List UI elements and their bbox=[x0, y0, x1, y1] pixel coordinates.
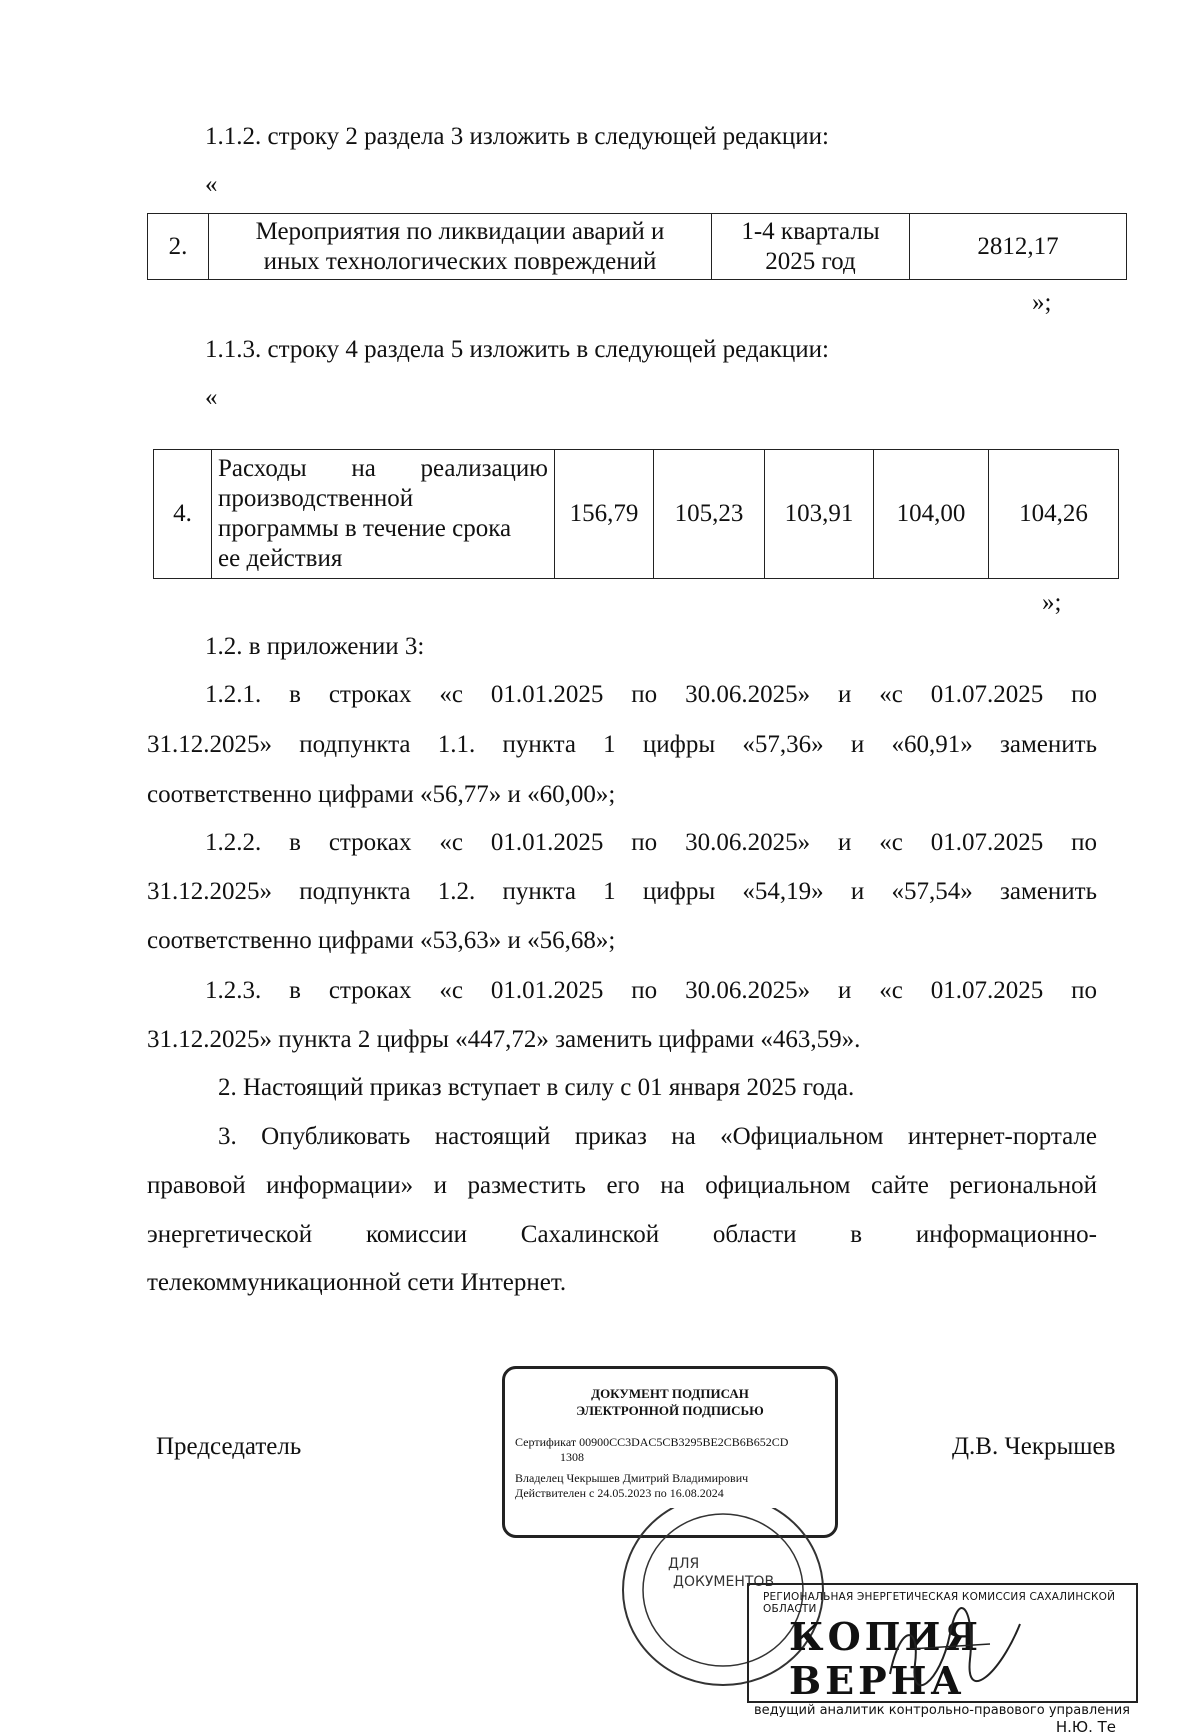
item-2: 2. Настоящий приказ вступает в силу с 01 января 2025 года. bbox=[218, 1074, 855, 1101]
item-3-line-4: телекоммуникационной сети Интернет. bbox=[147, 1269, 567, 1296]
item-1-2-2-line-3: соответственно цифрами «53,63» и «56,68»; bbox=[147, 927, 616, 954]
value-cell: 104,00 bbox=[874, 450, 989, 579]
open-quote: « bbox=[205, 171, 218, 198]
item-1-2-2-line-2: 31.12.2025» подпункта 1.2. пункта 1 цифры «54,19» и «57,54» заменить bbox=[147, 878, 1097, 905]
amount: 2812,17 bbox=[910, 214, 1127, 280]
row-number: 4. bbox=[154, 450, 212, 579]
item-1-2-3-line-1: 1.2.3. в строках «с 01.01.2025 по 30.06.2025» и «с 01.07.2025 по bbox=[205, 977, 1097, 1004]
item-3-line-3: энергетической комиссии Сахалинской области в информационно- bbox=[147, 1221, 1097, 1248]
electronic-signature-stamp: ДОКУМЕНТ ПОДПИСАН ЭЛЕКТРОННОЙ ПОДПИСЬЮ Сертификат 00900CC3DAC5CB3295BE2CB6B652CD 1308 Владелец Чекрышев Дмитрий Владимирович Действителен с 24.05.2023 по 16.08.2024 bbox=[502, 1366, 838, 1538]
value-cell: 103,91 bbox=[765, 450, 874, 579]
period: 1-4 кварталы 2025 год bbox=[712, 214, 910, 280]
validity: Действителен с 24.05.2023 по 16.08.2024 bbox=[515, 1486, 724, 1500]
item-1-2-1-line-1: 1.2.1. в строках «с 01.01.2025 по 30.06.2025» и «с 01.07.2025 по bbox=[205, 681, 1097, 708]
close-quote-1: »; bbox=[1032, 289, 1052, 316]
stamp-name: Н.Ю. Те bbox=[1055, 1718, 1116, 1736]
table-section-5-row-4 bbox=[153, 449, 1119, 579]
signatory-title: Председатель bbox=[156, 1433, 302, 1460]
svg-text:ДОКУМЕНТОВ: ДОКУМЕНТОВ bbox=[673, 1574, 775, 1590]
row-number: 2. bbox=[148, 214, 209, 280]
stamp-org: РЕГИОНАЛЬНАЯ ЭНЕРГЕТИЧЕСКАЯ КОМИССИЯ САХАЛИНСКОЙ ОБЛАСТИ bbox=[763, 1591, 1116, 1615]
value-cell: 156,79 bbox=[555, 450, 654, 579]
item-3-line-2: правовой информации» и разместить его на официальном сайте региональной bbox=[147, 1172, 1097, 1199]
item-1-2-1-line-2: 31.12.2025» подпункта 1.1. пункта 1 цифры «57,36» и «60,91» заменить bbox=[147, 731, 1097, 758]
open-quote-2: « bbox=[205, 384, 218, 411]
stamp-label: КОПИЯ ВЕРНА bbox=[789, 1614, 982, 1703]
certificate: Сертификат 00900CC3DAC5CB3295BE2CB6B652CD bbox=[515, 1435, 789, 1449]
svg-text:ДЛЯ: ДЛЯ bbox=[668, 1556, 700, 1572]
close-quote-2: »; bbox=[1042, 589, 1062, 616]
item-1-1-3: 1.1.3. строку 4 раздела 5 изложить в следующей редакции: bbox=[205, 336, 829, 363]
certificate-tail: 1308 bbox=[560, 1450, 584, 1464]
item-1-2-1-line-3: соответственно цифрами «56,77» и «60,00»; bbox=[147, 781, 616, 808]
value-cell: 105,23 bbox=[654, 450, 765, 579]
item-1-2: 1.2. в приложении 3: bbox=[205, 633, 425, 660]
value-cell: 104,26 bbox=[989, 450, 1119, 579]
item-1-2-3-line-2: 31.12.2025» пункта 2 цифры «447,72» заменить цифрами «463,59». bbox=[147, 1026, 861, 1053]
stamp-position: ведущий аналитик контрольно-правового управления bbox=[753, 1703, 1130, 1718]
owner: Владелец Чекрышев Дмитрий Владимирович bbox=[515, 1471, 749, 1485]
table-section-3-row-2 bbox=[147, 213, 1127, 280]
item-3-line-1: 3. Опубликовать настоящий приказ на «Официальном интернет-портале bbox=[218, 1123, 1097, 1150]
handwritten-signature-icon bbox=[880, 1604, 1030, 1694]
measure-name: Мероприятия по ликвидации аварий и иных технологических повреждений bbox=[209, 214, 712, 280]
signatory-name: Д.В. Чекрышев bbox=[952, 1433, 1116, 1460]
item-1-2-2-line-1: 1.2.2. в строках «с 01.01.2025 по 30.06.2025» и «с 01.07.2025 по bbox=[205, 829, 1097, 856]
item-1-1-2: 1.1.2. строку 2 раздела 3 изложить в следующей редакции: bbox=[205, 123, 829, 150]
expense-name: Расходы на реализацию производственной программы в течение срока ее действия bbox=[212, 450, 555, 579]
